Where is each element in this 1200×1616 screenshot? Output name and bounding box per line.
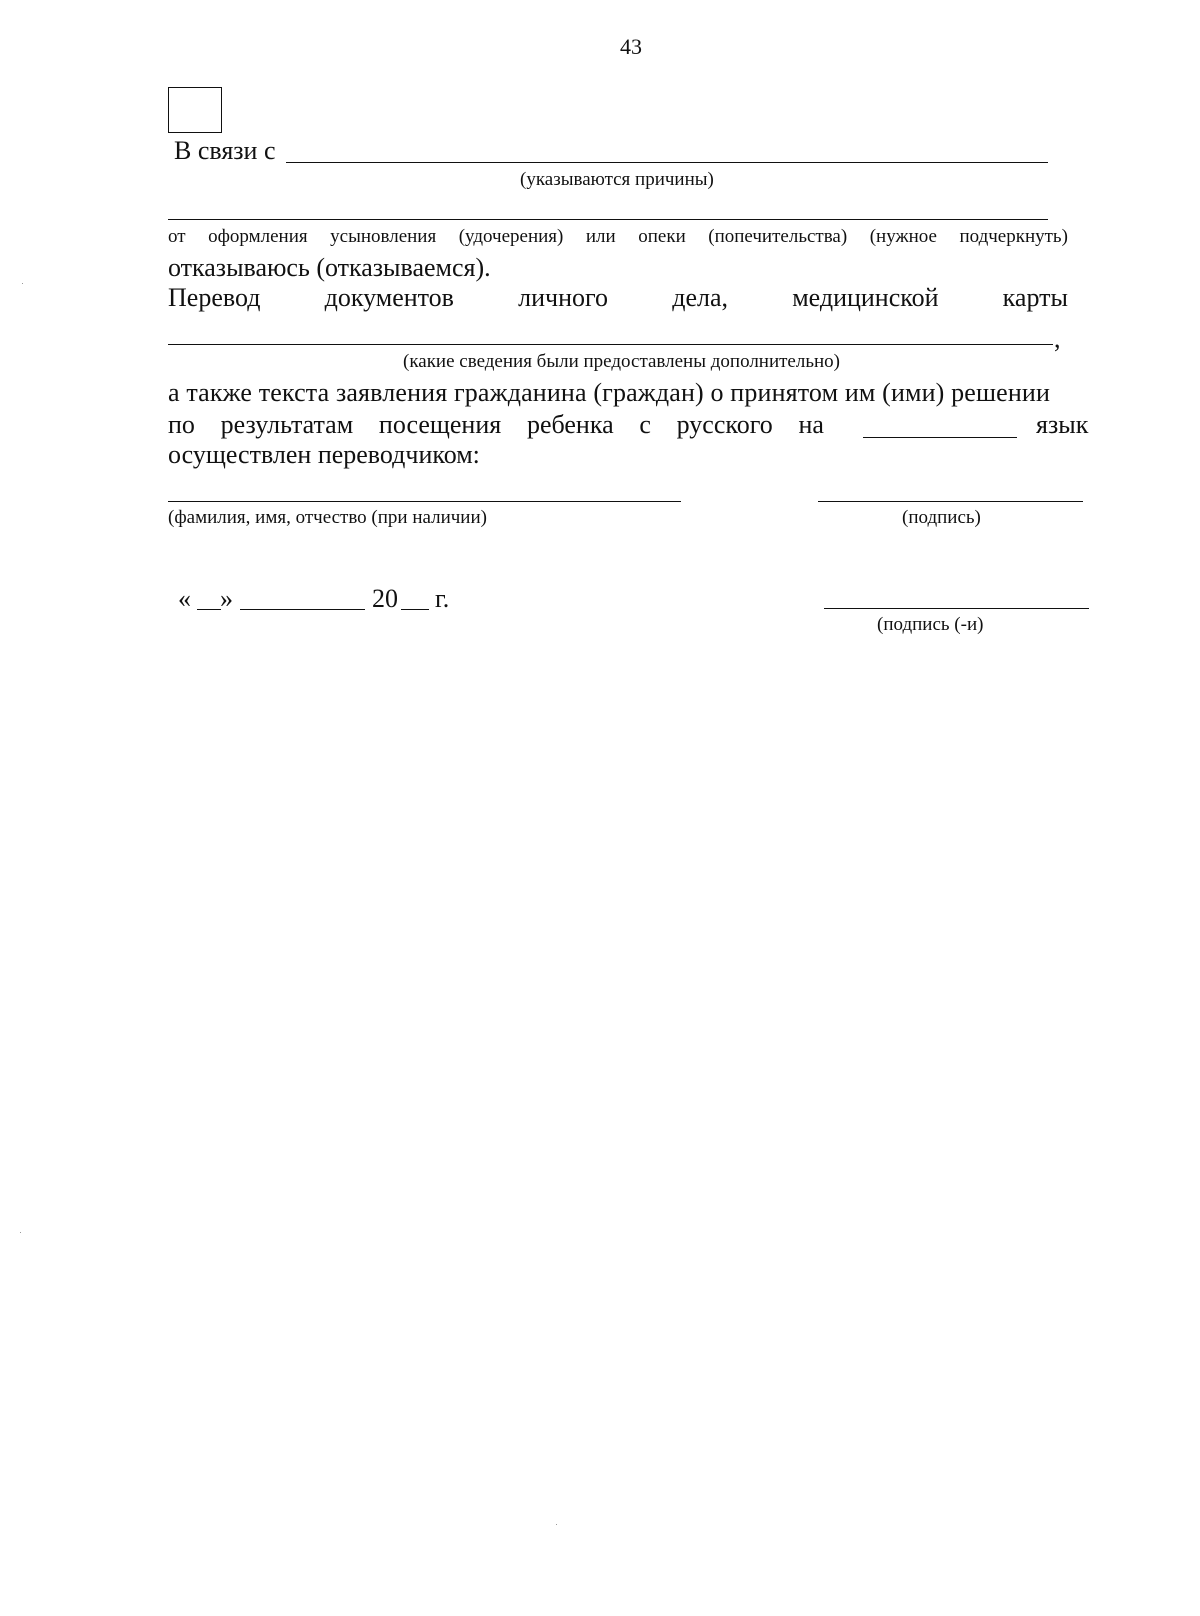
date-day-line[interactable] xyxy=(197,609,221,610)
translation-word: медицинской xyxy=(792,283,939,312)
additional-info-line[interactable] xyxy=(168,344,1053,345)
refusal-subtext-word: (удочерения) xyxy=(458,226,564,247)
reason-lead-text: В связи с xyxy=(174,136,276,165)
scan-speck xyxy=(22,283,23,284)
refusal-subtext-word: подчеркнуть) xyxy=(959,226,1068,247)
reason-input-line[interactable] xyxy=(286,162,1048,163)
translator-signature-line[interactable] xyxy=(818,501,1083,502)
translation-row-1 xyxy=(168,285,1068,311)
refusal-subtext-word: (нужное xyxy=(869,226,937,247)
additional-info-caption: (какие сведения были предоставлены дополнительно) xyxy=(403,351,841,372)
translator-name-caption: (фамилия, имя, отчество (при наличии) xyxy=(168,507,487,528)
date-open-quote: « xyxy=(178,584,191,613)
refusal-subtext-word: усыновления xyxy=(330,226,437,247)
refusal-subtext-word: (попечительства) xyxy=(708,226,848,247)
date-year-line[interactable] xyxy=(401,609,429,610)
refusal-subtext-word: или xyxy=(585,226,616,247)
applicant-signature-line[interactable] xyxy=(824,608,1089,609)
translation-row-2: а также текста заявления гражданина (граждан) о принятом им (ими) решении xyxy=(168,378,1051,407)
refusal-subtext xyxy=(168,227,1068,246)
translation-row-3 xyxy=(168,412,824,438)
date-year-prefix: 20 xyxy=(372,584,398,613)
translation-word: карты xyxy=(1002,283,1068,312)
translation-word: результатам xyxy=(220,410,354,439)
translator-signature-caption: (подпись) xyxy=(902,507,981,528)
refusal-subtext-word: оформления xyxy=(208,226,308,247)
page-number: 43 xyxy=(620,34,642,59)
translation-word: Перевод xyxy=(168,283,261,312)
refusal-subtext-word: опеки xyxy=(638,226,686,247)
reason-caption: (указываются причины) xyxy=(520,169,714,190)
translation-word: дела, xyxy=(672,283,729,312)
translation-word: по xyxy=(168,410,195,439)
translation-word: посещения xyxy=(378,410,502,439)
additional-info-comma: , xyxy=(1054,324,1061,353)
translation-word: русского xyxy=(676,410,773,439)
translation-row-4: осуществлен переводчиком: xyxy=(168,440,480,469)
translation-word: с xyxy=(639,410,651,439)
refusal-statement: отказываюсь (отказываемся). xyxy=(168,253,491,282)
translation-word: ребенка xyxy=(526,410,614,439)
date-year-suffix: г. xyxy=(435,584,450,613)
translator-name-line[interactable] xyxy=(168,501,681,502)
scan-speck xyxy=(20,1232,21,1233)
date-close-quote: » xyxy=(220,584,233,613)
language-word: язык xyxy=(1036,410,1089,439)
scan-speck xyxy=(556,1524,557,1525)
translation-word: на xyxy=(798,410,824,439)
translation-word: документов xyxy=(324,283,454,312)
option-checkbox[interactable] xyxy=(168,87,222,133)
date-month-line[interactable] xyxy=(240,609,365,610)
translation-word: личного xyxy=(518,283,609,312)
reason-continuation-line[interactable] xyxy=(168,219,1048,220)
applicant-signature-caption: (подпись (-и) xyxy=(877,614,984,635)
language-input-line[interactable] xyxy=(863,437,1017,438)
refusal-subtext-word: от xyxy=(168,226,186,247)
